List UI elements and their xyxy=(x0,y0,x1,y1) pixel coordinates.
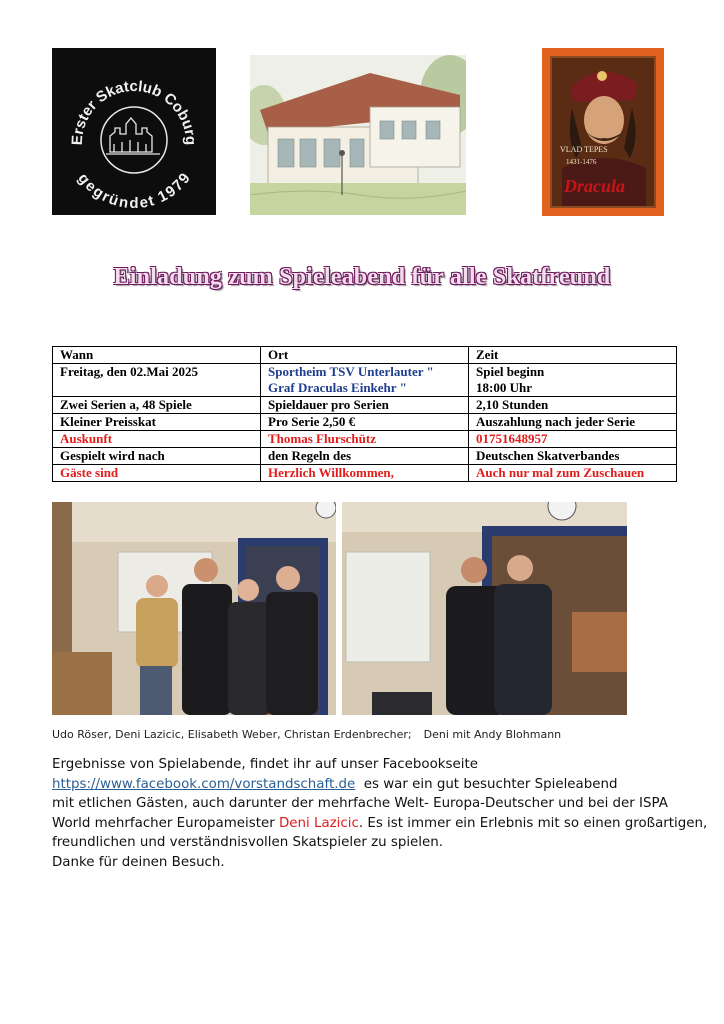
body-text-segment: es war ein gut besuchter Spieleabend xyxy=(355,776,618,792)
time-line-2: 18:00 Uhr xyxy=(476,380,532,395)
poster-years: 1431-1476 xyxy=(566,158,597,166)
venue-line-2: Graf Draculas Einkehr " xyxy=(268,380,407,395)
table-cell: Zeit xyxy=(469,347,677,364)
group-photo xyxy=(52,502,336,715)
clubhouse-graphic xyxy=(250,55,466,215)
table-cell: Thomas Flurschütz xyxy=(261,431,469,448)
table-cell: Ort xyxy=(261,347,469,364)
table-cell: Gäste sind xyxy=(53,465,261,482)
group-photo-graphic xyxy=(52,502,336,715)
table-cell: Zwei Serien a, 48 Spiele xyxy=(53,397,261,414)
event-info-table xyxy=(52,346,677,482)
logo-top-text: Erster Skatclub Coburg xyxy=(68,77,200,146)
photo1-caption: Udo Röser, Deni Lazicic, Elisabeth Weber, Christan Erdenbrecher; xyxy=(52,728,412,741)
photo2-caption: Deni mit Andy Blohmann xyxy=(423,728,562,741)
facebook-link[interactable]: https://www.facebook.com/vorstandschaft.de xyxy=(52,776,356,792)
body-text-segment: . Es ist immer ein Erlebnis mit so einen großartigen, xyxy=(358,815,708,831)
svg-text:gegründet 1979 xyxy=(74,170,193,212)
body-text xyxy=(52,755,708,872)
body-line: mit etlichen Gästen, auch darunter der mehrfache Welt- Europa-Deutscher und bei der ISPA xyxy=(52,796,668,811)
table-row xyxy=(53,397,677,414)
body-line xyxy=(52,775,692,795)
table-cell: 2,10 Stunden xyxy=(469,397,677,414)
table-cell: Pro Serie 2,50 € xyxy=(261,414,469,431)
venue-line-1: Sportheim TSV Unterlauter " xyxy=(268,364,434,379)
body-text-segment: World mehrfacher Europameister xyxy=(52,815,279,831)
dracula-poster xyxy=(542,48,664,216)
body-line: Ergebnisse von Spielabende, findet ihr auf unser Facebookseite xyxy=(52,757,478,772)
skatclub-logo xyxy=(52,48,216,215)
duo-photo xyxy=(342,502,627,715)
highlighted-name: Deni Lazicic xyxy=(278,815,359,831)
poster-name: VLAD TEPES xyxy=(560,145,608,154)
body-line: freundlichen und verständnisvollen Skatspieler zu spielen. xyxy=(52,835,443,850)
table-cell: Auszahlung nach jeder Serie xyxy=(469,414,677,431)
table-cell: Deutschen Skatverbandes xyxy=(469,448,677,465)
duo-photo-graphic xyxy=(342,502,627,715)
logo-bottom-text: gegründet 1979 xyxy=(74,170,194,213)
table-cell: Spieldauer pro Serien xyxy=(261,397,469,414)
poster-graphic xyxy=(542,48,664,216)
table-cell: den Regeln des xyxy=(261,448,469,465)
time-line-1: Spiel beginn xyxy=(476,364,545,379)
clubhouse-drawing xyxy=(250,55,466,215)
poster-title: Dracula xyxy=(564,176,626,196)
table-cell: Kleiner Preisskat xyxy=(53,414,261,431)
table-cell: Gespielt wird nach xyxy=(53,448,261,465)
time-cell xyxy=(469,364,677,397)
body-line: Danke für deinen Besuch. xyxy=(52,854,225,870)
page-title: Einladung zum Spieleabend für alle Skatfreund xyxy=(113,264,611,290)
photo-caption xyxy=(52,728,561,741)
table-cell: Auch nur mal zum Zuschauen xyxy=(469,465,677,482)
venue-cell xyxy=(261,364,469,397)
table-cell: Wann xyxy=(53,347,261,364)
table-cell: Herzlich Willkommen, xyxy=(261,465,469,482)
svg-text:Erster Skatclub Coburg xyxy=(69,78,199,146)
table-row xyxy=(53,364,677,397)
phone-number: 01751648957 xyxy=(469,431,677,448)
table-cell: Freitag, den 02.Mai 2025 xyxy=(53,364,261,397)
table-row xyxy=(53,431,677,448)
table-row xyxy=(53,414,677,431)
table-cell: Auskunft xyxy=(53,431,261,448)
logo-graphic xyxy=(52,48,216,215)
body-line xyxy=(52,814,708,834)
table-row xyxy=(53,465,677,482)
table-row xyxy=(53,347,677,364)
table-row xyxy=(53,448,677,465)
